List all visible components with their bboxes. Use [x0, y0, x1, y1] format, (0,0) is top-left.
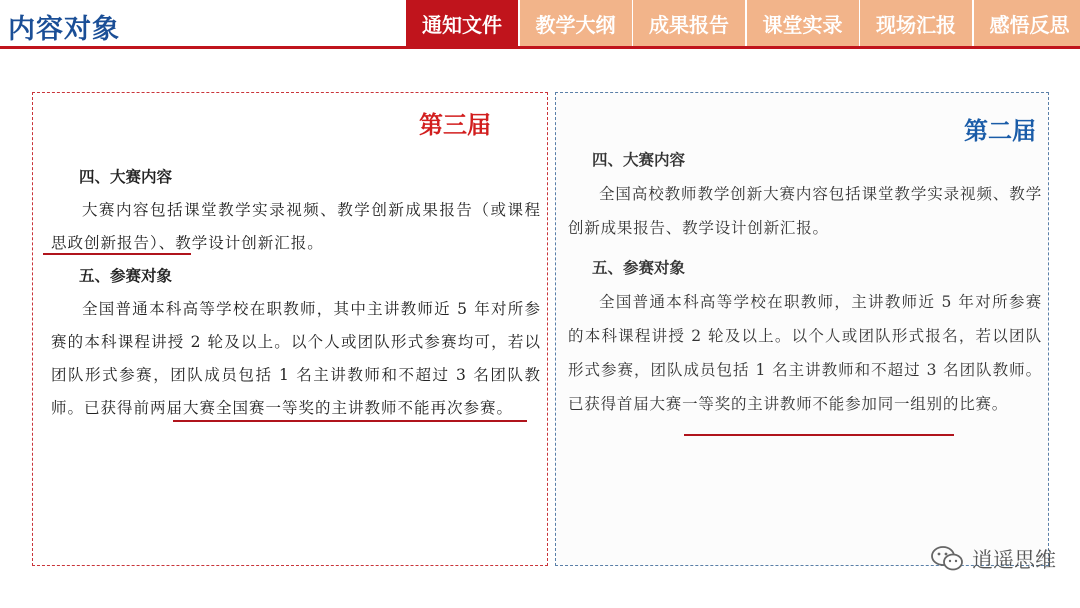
section-heading: 五、参赛对象 [79, 267, 173, 285]
section-paragraph: 全国普通本科高等学校在职教师，主讲教师近 5 年对所参赛的本科课程讲授 2 轮及以上。以个人或团队形式报名，若以团队形式参赛，团队成员包括 1 名主讲教师和不超过 3 名团队教师。已获得首届大赛一等奖的主讲教师不能参加同一组别的比赛。 [568, 293, 1042, 413]
tab-syllabus[interactable]: 教学大纲 [520, 0, 632, 46]
section-paragraph: 全国高校教师教学创新大赛内容包括课堂教学实录视频、教学创新成果报告、教学设计创新汇报。 [568, 185, 1042, 237]
section-paragraph: 全国普通本科高等学校在职教师，其中主讲教师近 5 年对所参赛的本科课程讲授 2 轮及以上。以个人或团队形式参赛均可，若以团队形式参赛，团队成员包括 1 名主讲教师和不超过 3 名团队教师。已获得前两届大赛全国赛一等奖的主讲教师不能再次参赛。 [51, 300, 541, 417]
tab-notice[interactable]: 通知文件 [406, 0, 518, 46]
page-title: 内容对象 [8, 14, 120, 45]
tab-bar [406, 0, 1080, 46]
section-heading: 四、大赛内容 [79, 168, 173, 186]
header-divider [0, 46, 1080, 49]
highlight-underline [684, 434, 954, 436]
document-excerpt [51, 161, 541, 425]
tab-reflection[interactable]: 感悟反思 [974, 0, 1080, 46]
panel-third-edition [32, 92, 548, 566]
tab-presentation[interactable]: 现场汇报 [860, 0, 972, 46]
watermark-text: 逍遥思维 [972, 548, 1056, 572]
tab-report[interactable]: 成果报告 [633, 0, 745, 46]
highlight-underline [43, 253, 191, 255]
panel-second-edition [555, 92, 1049, 566]
section-heading: 四、大赛内容 [592, 151, 686, 169]
highlight-underline [173, 420, 527, 422]
panel-title: 第三届 [419, 111, 491, 139]
section-paragraph: 大赛内容包括课堂教学实录视频、教学创新成果报告（或课程思政创新报告）、教学设计创新汇报。 [51, 201, 541, 252]
tab-classroom[interactable]: 课堂实录 [747, 0, 859, 46]
wechat-icon [930, 545, 964, 573]
document-excerpt [568, 143, 1042, 421]
panel-title: 第二届 [964, 117, 1036, 145]
watermark [930, 544, 1056, 574]
header [0, 0, 1080, 48]
section-heading: 五、参赛对象 [592, 259, 686, 277]
